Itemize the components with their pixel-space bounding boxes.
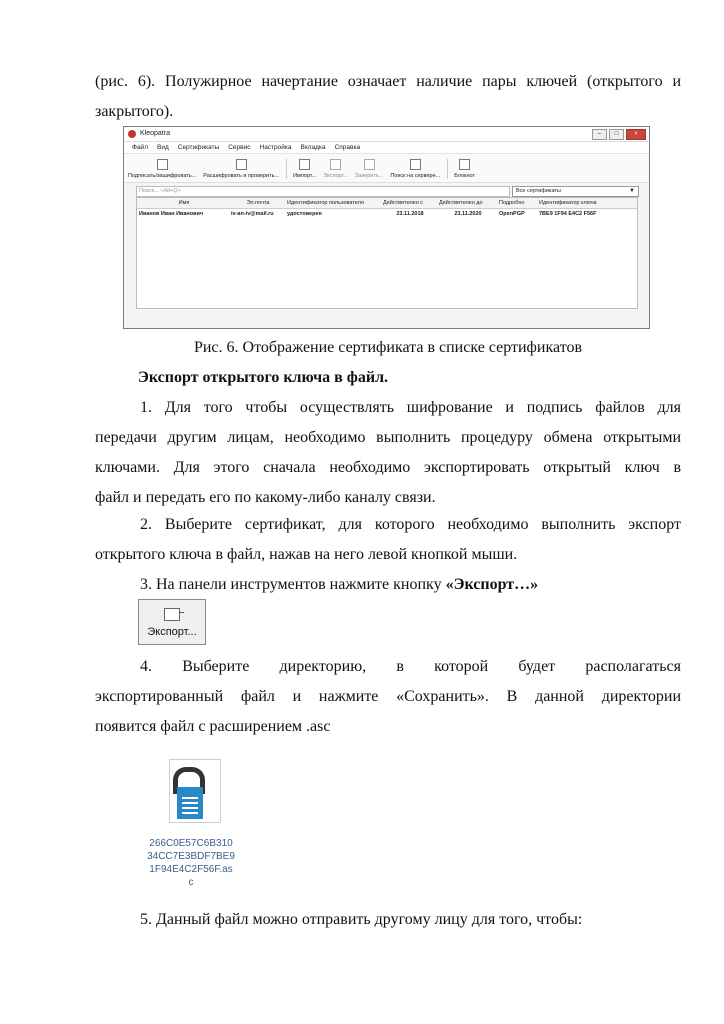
step5: 5. Данный файл можно отправить другому лицу для того, чтобы: xyxy=(140,911,583,928)
cell-valid-until: 23.11.2020 xyxy=(454,211,482,217)
menu-certificates[interactable]: Сертификаты xyxy=(177,144,220,151)
step2-line1: 2. Выберите сертификат, для которого необходимо выполнить экспорт xyxy=(140,516,681,533)
sign-encrypt-button[interactable] xyxy=(128,159,196,182)
kleopatra-window xyxy=(123,126,650,329)
maximize-button[interactable]: □ xyxy=(609,129,624,140)
kleopatra-icon xyxy=(128,130,136,138)
file-name-line: c xyxy=(188,877,194,888)
step3-bold: «Экспорт…» xyxy=(445,576,539,593)
step3-text: 3. На панели инструментов нажмите кнопку xyxy=(140,576,446,593)
search-icon xyxy=(410,159,421,170)
toolbar-separator xyxy=(447,159,448,179)
toolbar-label: Подписать/зашифровать... xyxy=(128,173,197,179)
search-input[interactable]: Поиск... <Alt+Q> xyxy=(136,186,510,197)
column-key-id[interactable]: Идентификатор ключа xyxy=(539,200,597,206)
cell-key-id: 7BE9 1F94 E4C2 F56F xyxy=(539,211,597,217)
step1-line2: передачи другим лицам, необходимо выполнить процедуру обмена открытыми xyxy=(95,429,681,446)
export-icon xyxy=(330,159,341,170)
column-name[interactable]: Имя xyxy=(178,200,190,206)
column-valid-from[interactable]: Действителен с xyxy=(383,200,424,206)
menu-bar xyxy=(124,142,649,154)
export-icon xyxy=(164,608,180,621)
import-button[interactable] xyxy=(293,159,316,182)
table-header xyxy=(137,198,637,209)
file-name xyxy=(138,837,244,889)
column-user-id[interactable]: Идентификатор пользователя xyxy=(287,200,364,206)
column-email[interactable]: Эл.почта xyxy=(246,200,270,206)
figure-caption: Рис. 6. Отображение сертификата в списке сертификатов xyxy=(193,339,583,356)
filter-selected-value: Все сертификаты xyxy=(516,188,561,194)
close-button[interactable]: × xyxy=(626,129,646,140)
column-details[interactable]: Подробно xyxy=(499,200,525,206)
step1-line3: ключами. Для этого сначала необходимо экспортировать открытый ключ в xyxy=(95,459,681,476)
decrypt-verify-icon xyxy=(236,159,247,170)
file-name-line: 34CC7E3BDF7BE9 xyxy=(147,851,235,862)
file-name-line: 266C0E57C6B310 xyxy=(149,838,233,849)
sign-encrypt-icon xyxy=(157,159,168,170)
paragraph-intro-line2: закрытого). xyxy=(95,103,174,120)
certify-icon xyxy=(364,159,375,170)
toolbar-label: Экспорт... xyxy=(323,173,348,179)
menu-settings[interactable]: Настройка xyxy=(259,144,292,151)
toolbar-label: Импорт... xyxy=(293,173,317,179)
minimize-button[interactable]: – xyxy=(592,129,607,140)
step4-line1: 4. Выберите директорию, в которой будет располагаться xyxy=(140,658,681,675)
step3 xyxy=(95,570,681,600)
toolbar-label: Заверить... xyxy=(354,173,384,179)
menu-help[interactable]: Справка xyxy=(334,144,361,151)
toolbar-separator xyxy=(286,159,287,179)
decrypt-verify-button[interactable] xyxy=(203,159,279,182)
section-title xyxy=(95,363,681,393)
notepad-icon xyxy=(459,159,470,170)
menu-file[interactable]: Файл xyxy=(132,144,148,151)
import-icon xyxy=(299,159,310,170)
table-row[interactable] xyxy=(137,209,637,219)
certificate-table xyxy=(136,197,638,309)
column-valid-until[interactable]: Действителен до xyxy=(439,200,483,206)
menu-tab[interactable]: Вкладка xyxy=(300,144,326,151)
export-button-image xyxy=(138,599,206,645)
title-bar xyxy=(124,127,649,142)
toolbar-label: Блокнот xyxy=(454,173,476,179)
step1-line4: файл и передать его по какому-либо каналу связи. xyxy=(95,489,436,506)
toolbar-label: Расшифровать и проверить... xyxy=(203,173,280,179)
asc-file-icon xyxy=(138,745,244,893)
notepad-button[interactable] xyxy=(454,159,475,182)
step1-line1: 1. Для того чтобы осуществлять шифрование и подпись файлов для xyxy=(140,399,681,416)
export-button[interactable] xyxy=(323,159,348,182)
file-name-line: 1F94E4C2F56F.as xyxy=(149,864,233,875)
cell-valid-from: 23.11.2018 xyxy=(396,211,424,217)
certificate-filter-select[interactable] xyxy=(512,186,639,197)
document-icon xyxy=(177,787,203,819)
lookup-server-button[interactable] xyxy=(390,159,440,182)
step4-line2: экспортированный файл и нажмите «Сохранить». В данной директории xyxy=(95,688,681,705)
menu-view[interactable]: Вид xyxy=(156,144,169,151)
step4-line3: появится файл с расширением .asc xyxy=(95,718,331,735)
toolbar-label: Поиск на сервере... xyxy=(390,173,441,179)
cell-name: Иванов Иван Иванович xyxy=(139,211,204,217)
chevron-down-icon: ▼ xyxy=(629,188,635,194)
window-title: Kleopatra xyxy=(140,130,170,137)
cell-user-id: удостоверен xyxy=(287,211,322,217)
certify-button[interactable] xyxy=(355,159,383,182)
cell-details: OpenPGP xyxy=(499,211,525,217)
paragraph-intro-line1: (рис. 6). Полужирное начертание означает наличие пары ключей (открытого и xyxy=(95,73,681,90)
export-button-label: Экспорт... xyxy=(147,626,197,638)
step2-line2: открытого ключа в файл, нажав на него левой кнопкой мыши. xyxy=(95,546,518,563)
toolbar xyxy=(124,154,649,183)
cell-email: iv-an-iv@mail.ru xyxy=(231,211,274,217)
menu-tools[interactable]: Сервис xyxy=(228,144,251,151)
section-title-text: Экспорт открытого ключа в файл. xyxy=(138,369,389,386)
